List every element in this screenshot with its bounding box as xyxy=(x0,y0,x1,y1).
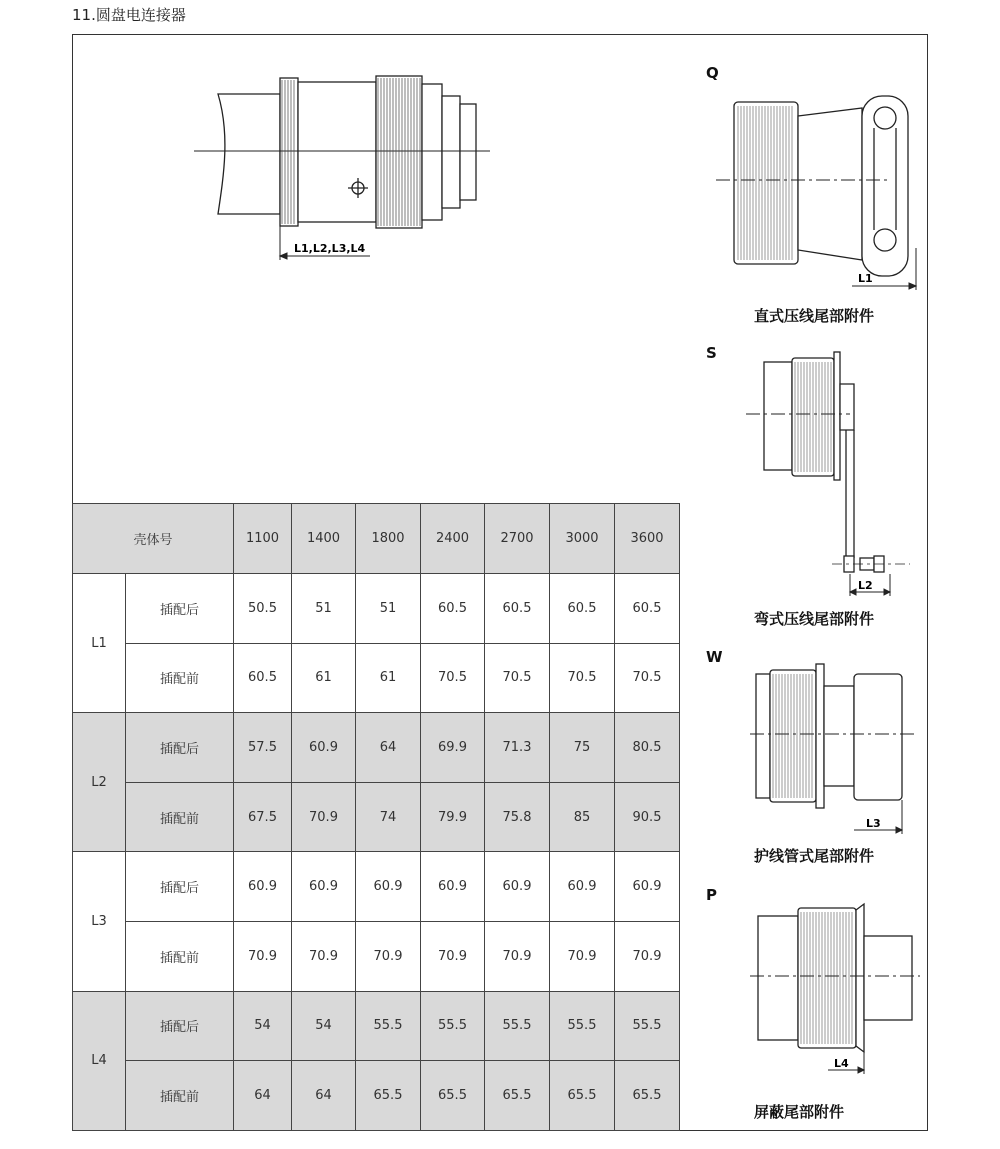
table-cell: 61 xyxy=(292,643,356,713)
dim-label-l2: L2 xyxy=(858,579,873,592)
table-cell: 65.5 xyxy=(421,1061,485,1131)
row-label: 插配后 xyxy=(126,574,234,644)
table-cell: 55.5 xyxy=(615,991,680,1061)
table-row xyxy=(73,643,680,713)
table-cell: 85 xyxy=(550,782,615,852)
column-header: 2400 xyxy=(421,504,485,574)
table-cell: 70.9 xyxy=(421,921,485,991)
table-cell: 65.5 xyxy=(356,1061,421,1131)
row-label: 插配后 xyxy=(126,991,234,1061)
table-cell: 55.5 xyxy=(485,991,550,1061)
dim-label-l4: L4 xyxy=(834,1057,849,1070)
panel-letter-s: S xyxy=(706,344,717,362)
table-row xyxy=(73,921,680,991)
table-cell: 69.9 xyxy=(421,713,485,783)
table-cell: 70.9 xyxy=(550,921,615,991)
table-cell: 70.5 xyxy=(615,643,680,713)
table-cell: 60.9 xyxy=(550,852,615,922)
table-cell: 70.9 xyxy=(292,921,356,991)
table-cell: 80.5 xyxy=(615,713,680,783)
column-header: 1100 xyxy=(234,504,292,574)
table-cell: 70.9 xyxy=(356,921,421,991)
table-cell: 65.5 xyxy=(550,1061,615,1131)
table-row xyxy=(73,574,680,644)
table-cell: 54 xyxy=(292,991,356,1061)
panel-letter-q: Q xyxy=(706,64,719,82)
table-cell: 65.5 xyxy=(615,1061,680,1131)
column-header: 1800 xyxy=(356,504,421,574)
table-cell: 64 xyxy=(292,1061,356,1131)
table-cell: 60.5 xyxy=(615,574,680,644)
table-cell: 60.5 xyxy=(421,574,485,644)
table-cell: 60.9 xyxy=(292,713,356,783)
group-label: L4 xyxy=(73,991,126,1130)
dimension-table-wrap xyxy=(72,503,680,1131)
dimension-table xyxy=(72,503,680,1131)
table-cell: 51 xyxy=(356,574,421,644)
table-cell: 65.5 xyxy=(485,1061,550,1131)
table-cell: 60.9 xyxy=(615,852,680,922)
table-row xyxy=(73,852,680,922)
tail-accessory-q-drawing xyxy=(712,88,924,293)
dim-label-l1: L1 xyxy=(858,272,873,285)
tail-accessory-w-drawing xyxy=(748,660,918,835)
table-cell: 60.9 xyxy=(485,852,550,922)
column-header: 3600 xyxy=(615,504,680,574)
table-row xyxy=(73,713,680,783)
table-cell: 61 xyxy=(356,643,421,713)
group-label: L3 xyxy=(73,852,126,991)
table-cell: 60.5 xyxy=(234,643,292,713)
table-cell: 51 xyxy=(292,574,356,644)
table-cell: 60.9 xyxy=(421,852,485,922)
table-cell: 74 xyxy=(356,782,421,852)
table-row xyxy=(73,782,680,852)
table-cell: 71.3 xyxy=(485,713,550,783)
table-cell: 75 xyxy=(550,713,615,783)
table-cell: 57.5 xyxy=(234,713,292,783)
section-title: 11.圆盘电连接器 xyxy=(72,6,186,24)
dim-label-l3: L3 xyxy=(866,817,881,830)
table-row xyxy=(73,991,680,1061)
table-cell: 54 xyxy=(234,991,292,1061)
main-dimension-label: L1,L2,L3,L4 xyxy=(294,242,366,255)
caption-shield-tail: 屏蔽尾部附件 xyxy=(754,1103,845,1121)
connector-main-drawing xyxy=(190,64,500,264)
table-cell: 70.5 xyxy=(421,643,485,713)
group-label: L1 xyxy=(73,574,126,713)
column-header: 2700 xyxy=(485,504,550,574)
tail-accessory-s-drawing xyxy=(740,348,920,598)
table-cell: 79.9 xyxy=(421,782,485,852)
table-cell: 60.9 xyxy=(234,852,292,922)
caption-bent-crimp: 弯式压线尾部附件 xyxy=(754,610,875,628)
table-cell: 60.5 xyxy=(485,574,550,644)
table-row xyxy=(73,1061,680,1131)
row-label: 插配前 xyxy=(126,921,234,991)
table-cell: 70.5 xyxy=(485,643,550,713)
column-header: 3000 xyxy=(550,504,615,574)
table-cell: 90.5 xyxy=(615,782,680,852)
table-cell: 64 xyxy=(234,1061,292,1131)
table-cell: 60.5 xyxy=(550,574,615,644)
table-cell: 70.9 xyxy=(234,921,292,991)
table-cell: 55.5 xyxy=(421,991,485,1061)
table-cell: 75.8 xyxy=(485,782,550,852)
table-cell: 60.9 xyxy=(292,852,356,922)
row-label: 插配后 xyxy=(126,713,234,783)
table-cell: 60.9 xyxy=(356,852,421,922)
column-header: 1400 xyxy=(292,504,356,574)
caption-conduit-tail: 护线管式尾部附件 xyxy=(754,847,875,865)
table-cell: 55.5 xyxy=(356,991,421,1061)
tail-accessory-p-drawing xyxy=(748,898,923,1078)
row-label: 插配前 xyxy=(126,643,234,713)
table-cell: 67.5 xyxy=(234,782,292,852)
table-cell: 70.9 xyxy=(292,782,356,852)
row-label: 插配前 xyxy=(126,1061,234,1131)
table-cell: 70.9 xyxy=(485,921,550,991)
table-cell: 64 xyxy=(356,713,421,783)
header-shell-number: 壳体号 xyxy=(73,504,234,574)
row-label: 插配前 xyxy=(126,782,234,852)
panel-letter-p: P xyxy=(706,886,717,904)
table-cell: 70.9 xyxy=(615,921,680,991)
table-cell: 50.5 xyxy=(234,574,292,644)
table-cell: 55.5 xyxy=(550,991,615,1061)
table-cell: 70.5 xyxy=(550,643,615,713)
panel-letter-w: W xyxy=(706,648,723,666)
caption-straight-crimp: 直式压线尾部附件 xyxy=(754,307,875,325)
row-label: 插配后 xyxy=(126,852,234,922)
group-label: L2 xyxy=(73,713,126,852)
